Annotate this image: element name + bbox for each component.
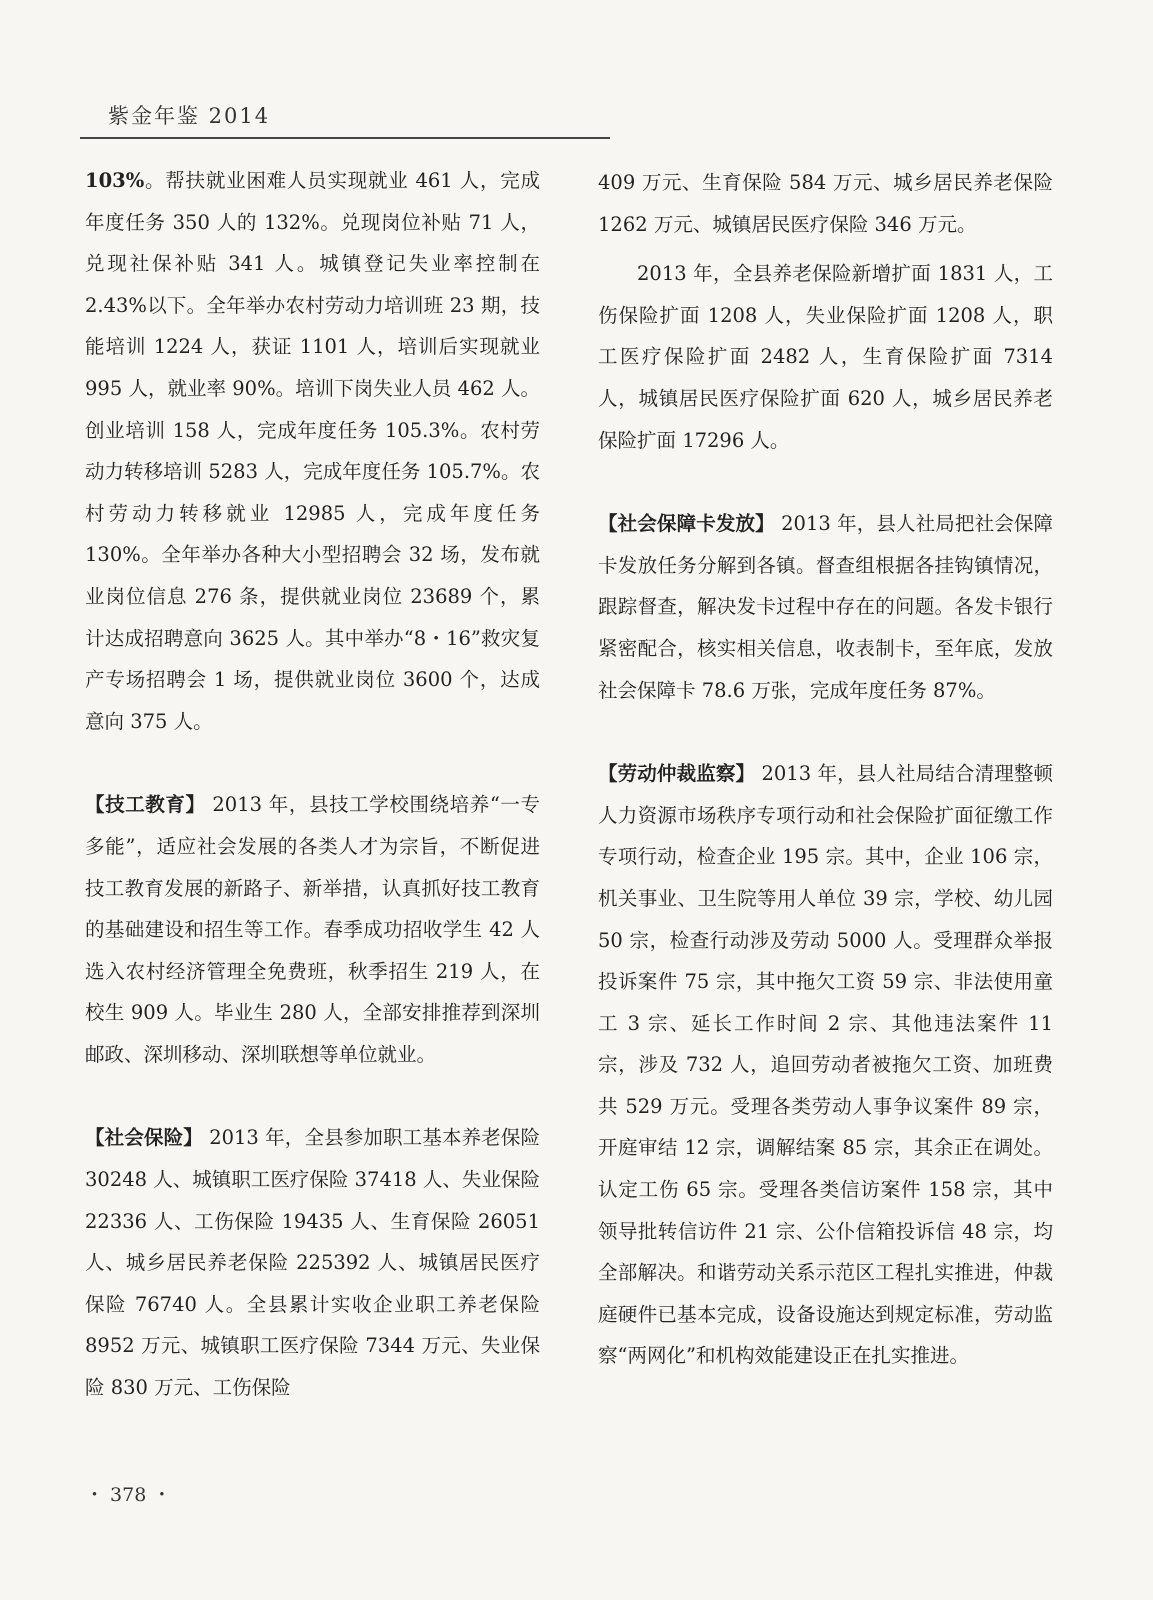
page-number: ・ 378 ・ [85, 1484, 172, 1506]
section-title-labor-arbitration: 【劳动仲裁监察】 [598, 762, 756, 786]
continuation-paragraph [85, 160, 540, 742]
section-title-tech-education: 【技工教育】 [85, 793, 206, 817]
continuation-lead: 103% [85, 169, 145, 192]
insurance-continuation: 409 万元、生育保险 584 万元、城乡居民养老保险 1262 万元、城镇居民医疗保险 346 万元。 [598, 171, 1053, 236]
right-column [598, 162, 1053, 1377]
section-title-social-security-card: 【社会保障卡发放】 [598, 512, 775, 536]
header-rule [80, 137, 610, 139]
section-body-social-insurance: 2013 年，全县参加职工基本养老保险 30248 人、城镇职工医疗保险 37418 人、失业保险 22336 人、工伤保险 19435 人、生育保险 26051 人、城乡居民养老保险 225392 人、城镇居民医疗保险 76740 人。全县累计实收企业职工养老保险 8952 万元、城镇职工医疗保险 7344 万元、失业保险 830 万元、工伤保险 [85, 1126, 540, 1400]
section-body-tech-education: 2013 年，县技工学校围绕培养“一专多能”，适应社会发展的各类人才为宗旨，不断促进技工教育发展的新路子、新举措，认真抓好技工教育的基础建设和招生等工作。春季成功招收学生 42 人选入农村经济管理全免费班，秋季招生 219 人，在校生 909 人。毕业生 280 人，全部安排推荐到深圳邮政、深圳移动、深圳联想等单位就业。 [85, 793, 540, 1066]
section-social-insurance [85, 1117, 540, 1408]
section-social-security-card [598, 503, 1053, 711]
section-tech-education [85, 784, 540, 1075]
section-body-social-security-card: 2013 年，县人社局把社会保障卡发放任务分解到各镇。督查组根据各挂钩镇情况，跟踪督查，解决发卡过程中存在的问题。各发卡银行紧密配合，核实相关信息，收表制卡，至年底，发放社会保障卡 78.6 万张，完成年度任务 87%。 [598, 512, 1053, 702]
section-labor-arbitration [598, 753, 1053, 1377]
expansion-paragraph: 2013 年，全县养老保险新增扩面 1831 人，工伤保险扩面 1208 人，失业保险扩面 1208 人，职工医疗保险扩面 2482 人，生育保险扩面 7314 人，城镇居民医疗保险扩面 620 人，城乡居民养老保险扩面 17296 人。 [598, 262, 1053, 452]
section-body-labor-arbitration: 2013 年，县人社局结合清理整顿人力资源市场秩序专项行动和社会保险扩面征缴工作专项行动，检查企业 195 宗。其中，企业 106 宗，机关事业、卫生院等用人单位 39 宗，学校、幼儿园 50 宗，检查行动涉及劳动 5000 人。受理群众举报投诉案件 75 宗，其中拖欠工资 59 宗、非法使用童工 3 宗、延长工作时间 2 宗、其他违法案件 11 宗，涉及 732 人，追回劳动者被拖欠工资、加班费共 529 万元。受理各类劳动人事争议案件 89 宗，开庭审结 12 宗，调解结案 85 宗，其余正在调处。认定工伤 65 宗。受理各类信访案件 158 宗，其中领导批转信访件 21 宗、公仆信箱投诉信 48 宗，均全部解决。和谐劳动关系示范区工程扎实推进，仲裁庭硬件已基本完成，设备设施达到规定标准，劳动监察“两网化”和机构效能建设正在扎实推进。 [598, 762, 1053, 1368]
section-title-social-insurance: 【社会保险】 [85, 1126, 203, 1150]
continuation-text: 。帮扶就业困难人员实现就业 461 人，完成年度任务 350 人的 132%。兑现岗位补贴 71 人，兑现社保补贴 341 人。城镇登记失业率控制在 2.43%以下。全年举办农村劳动力培训班 23 期，技能培训 1224 人，获证 1101 人，培训后实现就业 995 人，就业率 90%。培训下岗失业人员 462 人。创业培训 158 人，完成年度任务 105.3%。农村劳动力转移培训 5283 人，完成年度任务 105.7%。农村劳动力转移就业 12985 人，完成年度任务 130%。全年举办各种大小型招聘会 32 场，发布就业岗位信息 276 条，提供就业岗位 23689 个，累计达成招聘意向 3625 人。其中举办“8・16”救灾复产专场招聘会 1 场，提供就业岗位 3600 个，达成意向 375 人。 [85, 169, 540, 733]
left-column [85, 160, 540, 1409]
running-header: 紫金年鉴 2014 [108, 104, 271, 128]
